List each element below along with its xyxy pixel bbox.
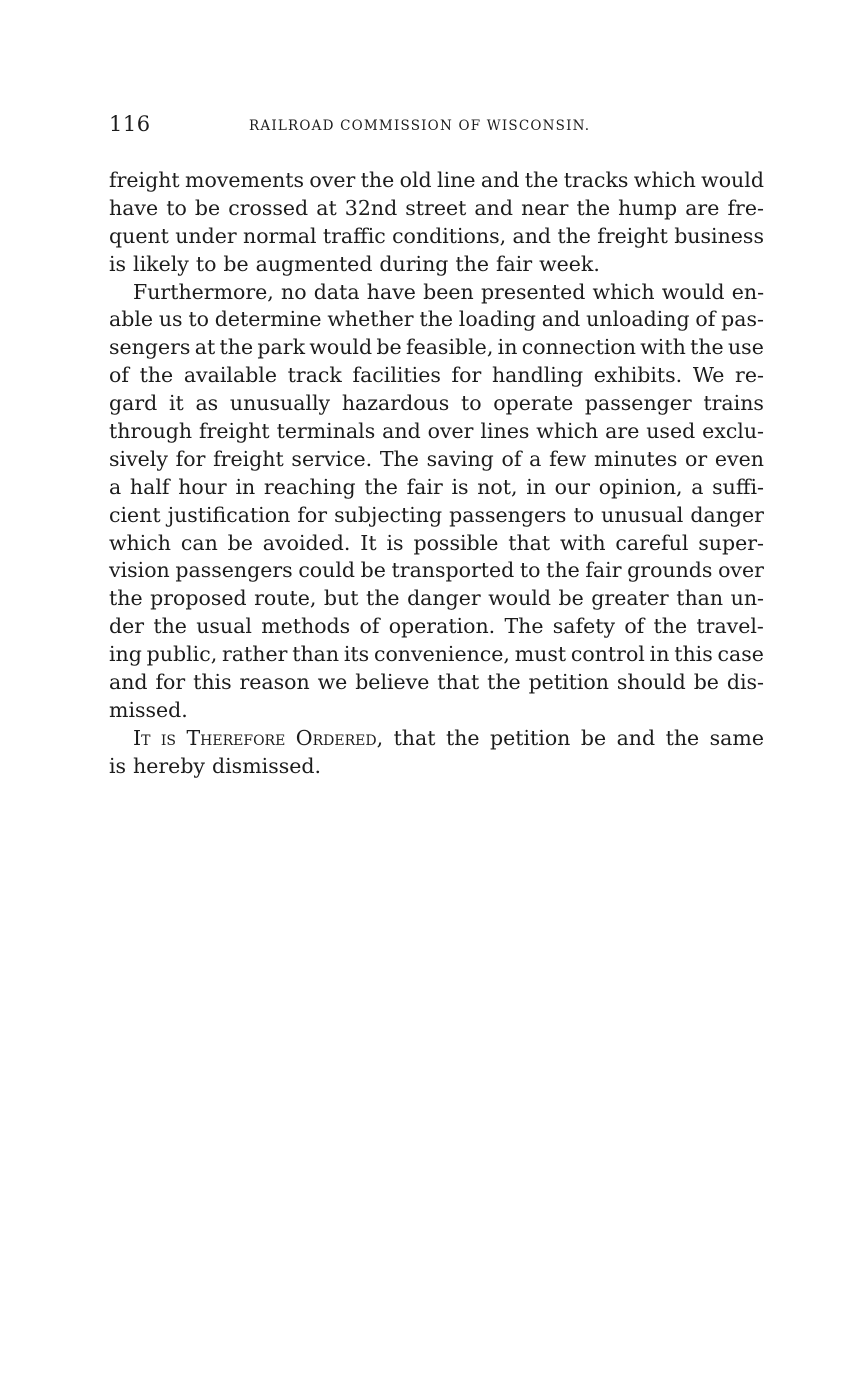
paragraph [109,725,764,781]
text-line: through freight terminals and over lines which are used exclu- [109,419,764,444]
text-line: cient justification for subjecting passengers to unusual danger [109,502,764,527]
text-line: have to be crossed at 32nd street and near the hump are fre- [109,195,764,220]
text-line: sengers at the park would be feasible, in connection with the use [109,335,764,360]
text-line: missed. [109,697,188,722]
text-line: It is Therefore Ordered, that the petition be and the same [133,725,764,750]
text-line: is hereby dismissed. [109,753,322,778]
text-line: a half hour in reaching the fair is not, in our opinion, a suffi- [109,474,764,499]
text-line: which can be avoided. It is possible that with careful super- [109,530,764,555]
text-line: der the usual methods of operation. The safety of the travel- [109,614,764,639]
running-head: RAILROAD COMMISSION OF WISCONSIN. [249,118,591,134]
body-text [109,167,764,781]
page-number: 116 [109,112,151,136]
text-line: quent under normal traffic conditions, and the freight business [109,223,764,248]
text-line: vision passengers could be transported to the fair grounds over [109,558,764,583]
paragraph [109,167,764,279]
text-line: Furthermore, no data have been presented which would en- [133,279,764,304]
text-line: of the available track facilities for handling exhibits. We re- [109,363,764,388]
text-line: and for this reason we believe that the petition should be dis- [109,670,764,695]
text-line: sively for freight service. The saving of a few minutes or even [109,446,764,471]
text-line: freight movements over the old line and the tracks which would [109,168,764,192]
text-line: gard it as unusually hazardous to operate passenger trains [109,391,764,416]
paragraph [109,279,764,725]
text-line: able us to determine whether the loading and unloading of pas- [109,307,764,332]
text-line: the proposed route, but the danger would be greater than un- [109,586,764,611]
text-line: ing public, rather than its convenience, must control in this case [109,642,764,667]
text-line: is likely to be augmented during the fair week. [109,251,600,276]
page-header [109,112,764,142]
